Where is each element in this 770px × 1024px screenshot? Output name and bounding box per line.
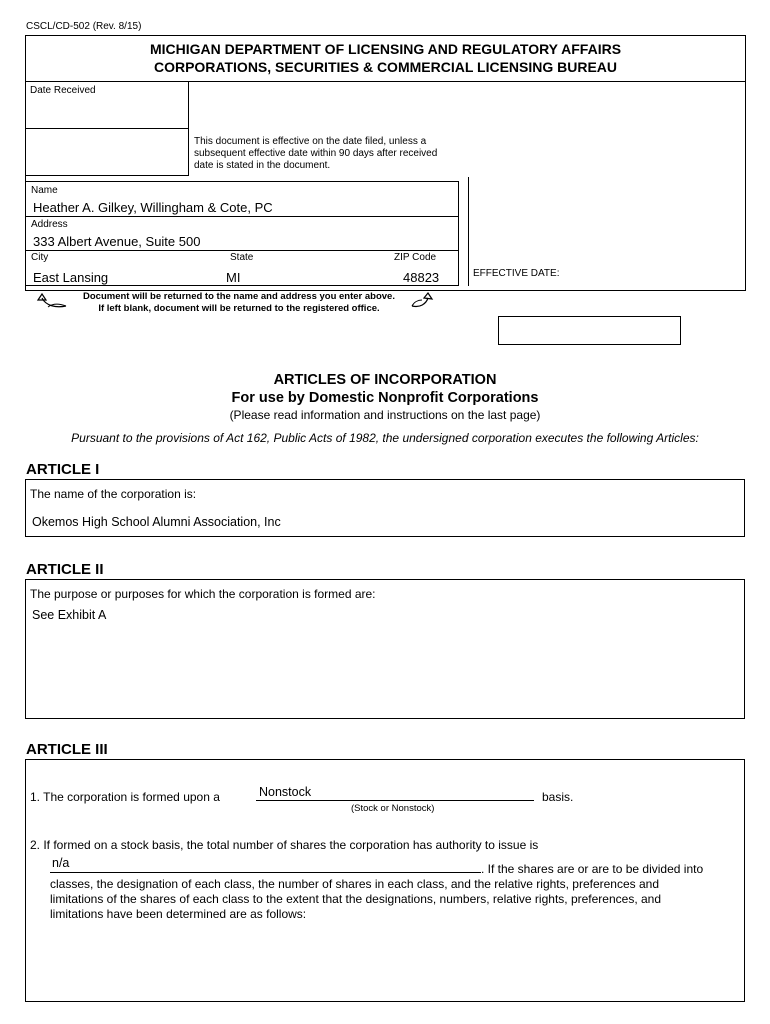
article-3-heading: ARTICLE III [26, 741, 108, 758]
zip-label: ZIP Code [394, 252, 437, 263]
effective-note: This document is effective on the date filed, unless a subsequent effective date within 90 days after received date is stated in the document. [194, 136, 438, 171]
article-2-prompt: The purpose or purposes for which the corporation is formed are: [30, 587, 376, 601]
effective-date-label: EFFECTIVE DATE: [473, 268, 560, 279]
date-received-divider [25, 128, 189, 129]
name-divider [26, 216, 458, 217]
agency-header [25, 35, 746, 82]
item-2-line-2: classes, the designation of each class, the number of shares in each class, and the relative rights, preferences and [50, 877, 660, 891]
article-1-prompt: The name of the corporation is: [30, 487, 197, 501]
item-2-line-4: limitations have been determined are as follows: [50, 907, 307, 921]
stock-basis-hint: (Stock or Nonstock) [351, 803, 435, 814]
return-note-line1: Document will be returned to the name and address you enter above. [83, 291, 395, 302]
item-1-suffix: basis. [542, 790, 574, 804]
authorized-shares-field[interactable]: n/a [52, 856, 70, 870]
state-field[interactable]: MI [226, 270, 241, 285]
effective-date-field[interactable] [498, 316, 681, 345]
name-field[interactable]: Heather A. Gilkey, Willingham & Cote, PC [33, 200, 273, 215]
stock-basis-line [256, 800, 534, 801]
corporation-name-field[interactable]: Okemos High School Alumni Association, Inc [32, 515, 281, 529]
address-field[interactable]: 333 Albert Avenue, Suite 500 [33, 234, 201, 249]
form-id: CSCL/CD-502 (Rev. 8/15) [26, 21, 142, 32]
effective-date-divider [468, 177, 469, 286]
item-2-text: 2. If formed on a stock basis, the total number of shares the corporation has authority to issue is [30, 838, 539, 852]
item-2-line-3: limitations of the shares of each class to the extent that the designations, numbers, relative rights, preferences, and [50, 892, 662, 906]
authorized-shares-line [50, 872, 481, 873]
city-label: City [31, 252, 49, 263]
address-label: Address [31, 219, 68, 230]
zip-field[interactable]: 48823 [403, 270, 440, 285]
form-title: ARTICLES OF INCORPORATION [273, 372, 497, 388]
item-2-suffix: . If the shares are or are to be divided into [481, 862, 704, 876]
stock-basis-field[interactable]: Nonstock [259, 785, 312, 799]
return-note [70, 291, 408, 315]
article-3-box [25, 759, 745, 1002]
right-arrow-icon [408, 290, 434, 312]
article-2-box [25, 579, 745, 719]
name-label: Name [31, 185, 58, 196]
article-1-heading: ARTICLE I [26, 461, 100, 478]
form-subtitle: For use by Domestic Nonprofit Corporations [231, 390, 539, 406]
article-2-heading: ARTICLE II [26, 561, 104, 578]
state-label: State [230, 252, 254, 263]
date-received-label: Date Received [30, 85, 96, 96]
item-1-text: 1. The corporation is formed upon a [30, 790, 220, 804]
return-note-line2: If left blank, document will be returned to the registered office. [98, 303, 380, 314]
purpose-field[interactable]: See Exhibit A [32, 608, 107, 622]
bureau-name: CORPORATIONS, SECURITIES & COMMERCIAL LICENSING BUREAU [153, 59, 618, 75]
return-address-box [25, 181, 459, 286]
article-1-box [25, 479, 745, 537]
city-field[interactable]: East Lansing [33, 270, 109, 285]
preamble: Pursuant to the provisions of Act 162, Public Acts of 1982, the undersigned corporation executes the following Articles: [71, 431, 699, 445]
agency-name: MICHIGAN DEPARTMENT OF LICENSING AND REGULATORY AFFAIRS [149, 41, 622, 57]
address-divider [26, 250, 458, 251]
instructions-note: (Please read information and instructions on the last page) [229, 408, 541, 422]
left-arrow-icon [36, 290, 70, 312]
